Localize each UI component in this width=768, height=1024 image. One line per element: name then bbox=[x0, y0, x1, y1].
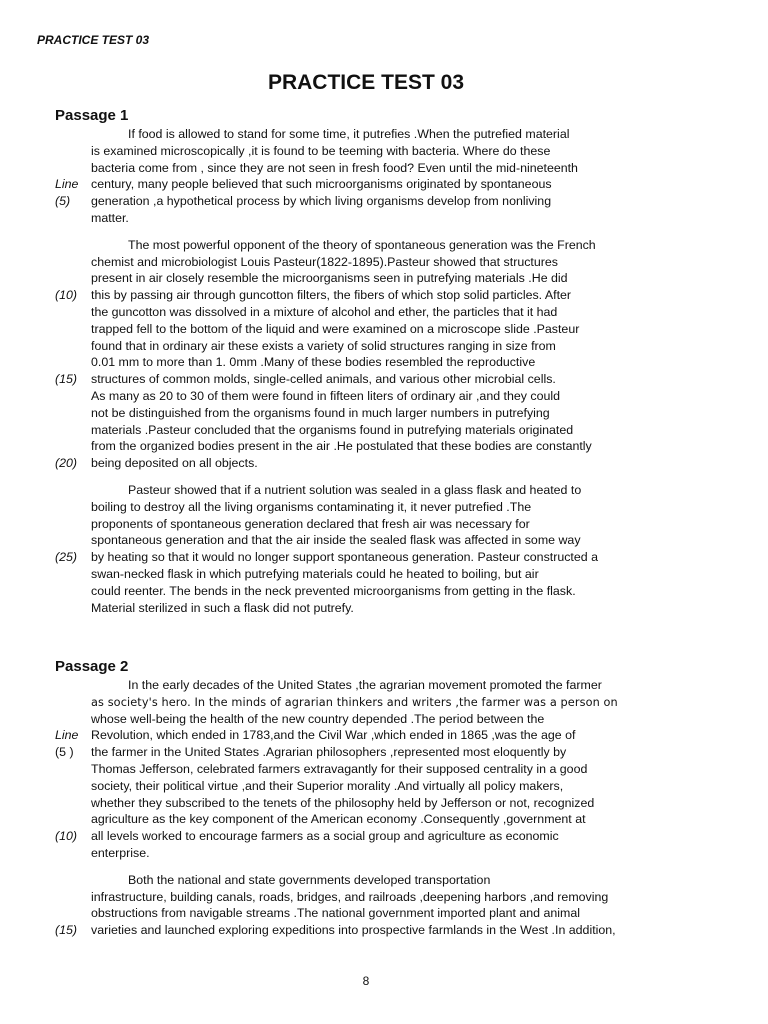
text-line: The most powerful opponent of the theory of spontaneous generation was the French bbox=[128, 237, 596, 252]
text-line: chemist and microbiologist Louis Pasteur(1822-1895).Pasteur showed that structures bbox=[91, 254, 558, 269]
text-line: proponents of spontaneous generation declared that fresh air was necessary for bbox=[91, 516, 530, 531]
text-line: materials .Pasteur concluded that the organisms found in putrefying materials originated bbox=[91, 422, 574, 437]
text-line: the farmer in the United States .Agrarian philosophers ,represented most eloquently by bbox=[91, 745, 567, 760]
passage-1-heading: Passage 1 bbox=[55, 107, 129, 124]
text-line: spontaneous generation and that the air inside the sealed flask was affected in some way bbox=[91, 533, 581, 548]
line-number-marker: (20) bbox=[55, 456, 78, 471]
line-number-marker: (15) bbox=[55, 923, 78, 938]
text-line: whose well-being the health of the new country depended .The period between the bbox=[91, 711, 545, 726]
text-line: 0.01 mm to more than 1. 0mm .Many of these bodies resembled the reproductive bbox=[91, 355, 536, 370]
text-line: from the organized bodies present in the air .He postulated that these bodies are constantly bbox=[91, 439, 592, 454]
text-line: this by passing air through guncotton filters, the fibers of which stop solid particles. After bbox=[91, 288, 572, 303]
text-line: If food is allowed to stand for some time, it putrefies .When the putrefied material bbox=[128, 127, 570, 141]
text-line: swan-necked flask in which putrefying materials could he heated to boiling, but air bbox=[91, 567, 539, 581]
text-line: present in air closely resemble the microorganisms seen in putrefying materials .He did bbox=[91, 271, 568, 286]
text-line: could reenter. The bends in the neck prevented microorganisms from getting in the flask. bbox=[91, 583, 576, 598]
text-line: As many as 20 to 30 of them were found in fifteen liters of ordinary air ,and they could bbox=[91, 389, 561, 403]
text-line: agriculture as the key component of the American economy .Consequently ,government at bbox=[91, 812, 586, 827]
line-number-marker: (5 ) bbox=[55, 745, 74, 760]
page-number: 8 bbox=[362, 974, 370, 988]
text-line: found that in ordinary air these exists a variety of solid structures ranging in size from bbox=[91, 338, 556, 353]
text-line: being deposited on all objects. bbox=[91, 456, 258, 471]
text-line: the guncotton was dissolved in a mixture of alcohol and ether, the particles that it had bbox=[91, 305, 558, 319]
text-line: Revolution, which ended in 1783,and the Civil War ,which ended in 1865 ,was the age of bbox=[91, 728, 576, 743]
text-line: obstructions from navigable streams .The national government imported plant and animal bbox=[91, 906, 581, 921]
text-line: generation ,a hypothetical process by which living organisms develop from nonliving bbox=[91, 194, 552, 209]
text-line: matter. bbox=[91, 211, 129, 225]
line-number-marker: (15) bbox=[55, 372, 78, 387]
page-title: PRACTICE TEST 03 bbox=[267, 71, 465, 94]
text-line: is examined microscopically ,it is found to be teeming with bacteria. Where do these bbox=[91, 143, 551, 158]
running-header: PRACTICE TEST 03 bbox=[37, 33, 150, 47]
text-line: by heating so that it would no longer support spontaneous generation. Pasteur constructed a bbox=[91, 550, 598, 565]
text-line: as society's hero. In the minds of agrarian thinkers and writers ,the farmer was a person on bbox=[91, 695, 618, 709]
text-line: Pasteur showed that if a nutrient solution was sealed in a glass flask and heated to bbox=[128, 483, 582, 497]
text-line: varieties and launched exploring expeditions into prospective farmlands in the West .In addition, bbox=[91, 923, 616, 938]
text-line: enterprise. bbox=[91, 846, 150, 860]
line-number-marker: (10) bbox=[55, 288, 78, 303]
passage-2-heading: Passage 2 bbox=[55, 658, 129, 675]
text-line: whether they subscribed to the tenets of the philosophy held by Jefferson or not, recognized bbox=[91, 795, 595, 810]
text-line: infrastructure, building canals, roads, bridges, and railroads ,deepening harbors ,and removing bbox=[91, 889, 609, 904]
text-line: In the early decades of the United States ,the agrarian movement promoted the farmer bbox=[128, 678, 602, 692]
line-number-marker: Line bbox=[55, 728, 79, 743]
text-line: Thomas Jefferson, celebrated farmers extravagantly for their supposed centrality in a good bbox=[91, 762, 588, 776]
text-line: structures of common molds, single-celled animals, and various other microbial cells. bbox=[91, 372, 556, 387]
text-line: not be distinguished from the organisms found in much larger numbers in putrefying bbox=[91, 405, 550, 420]
text-line: Both the national and state governments developed transportation bbox=[128, 872, 491, 887]
text-line: century, many people believed that such microorganisms originated by spontaneous bbox=[91, 177, 552, 192]
text-line: bacteria come from , since they are not seen in fresh food? Even until the mid-nineteenth bbox=[91, 160, 578, 175]
line-number-marker: (5) bbox=[55, 194, 71, 209]
line-number-marker: Line bbox=[55, 177, 79, 192]
text-line: all levels worked to encourage farmers as a social group and agriculture as economic bbox=[91, 829, 559, 844]
text-line: trapped fell to the bottom of the liquid and were examined on a microscope slide .Pasteur bbox=[91, 321, 580, 336]
text-line: society, their political virtue ,and their Superior morality .And virtually all policy makers, bbox=[91, 778, 564, 793]
text-line: boiling to destroy all the living organisms contaminating it, it never putrefied .The bbox=[91, 499, 532, 514]
line-number-marker: (10) bbox=[55, 829, 78, 844]
line-number-marker: (25) bbox=[55, 550, 78, 565]
text-line: Material sterilized in such a flask did not putrefy. bbox=[91, 600, 354, 615]
